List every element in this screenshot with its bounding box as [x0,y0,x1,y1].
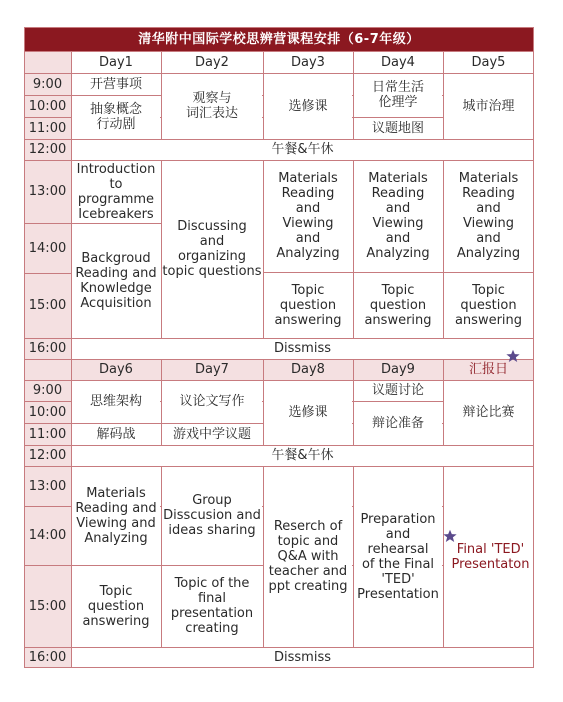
time-label: 16:00 [28,341,67,356]
time-label: 13:00 [28,184,67,199]
day-header: Day8 [291,362,325,377]
final-presentation-cell: Final 'TED' Presentaton [451,541,530,572]
time-label: 13:00 [28,478,67,494]
session-cell: Topic question answering [274,282,342,328]
session-cell: Materials Reading and Viewing and Analyzing [75,485,157,546]
day-header: Day1 [99,54,133,70]
time-label: 11:00 [28,120,67,136]
session-cell: Topic question answering [82,583,150,629]
session-cell: 解码战 [96,426,136,442]
time-label: 16:00 [28,650,67,665]
session-cell: 议论文写作 [179,394,245,409]
star-icon [506,349,520,363]
session-cell: 抽象概念 行动剧 [89,102,142,132]
session-cell: 辩论比赛 [462,405,515,420]
day-header: Day9 [381,362,415,377]
dismiss-row: Dissmiss [274,650,331,665]
time-label: 14:00 [28,528,67,543]
time-label: 9:00 [32,383,63,398]
session-cell: Materials Reading and Viewing and Analyzing [276,171,340,261]
dismiss-row: Dissmiss [274,341,331,356]
lunch-break: 午餐&午休 [271,448,334,463]
day-header: Day2 [195,54,229,70]
session-cell: Materials Reading and Viewing and Analyzing [366,171,430,261]
session-cell: 开营事项 [89,76,142,92]
session-cell: 选修课 [288,98,328,114]
session-cell: Materials Reading and Viewing and Analyzing [456,171,521,261]
time-label: 10:00 [28,98,67,114]
day-header: Day4 [381,54,415,70]
day-header: Day5 [471,54,506,70]
time-label: 10:00 [28,404,67,420]
day-header: Day6 [99,362,133,377]
session-cell: Backgroud Reading and Knowledge Acquisition [75,250,157,311]
session-cell: Introduction to programme Icebreakers [76,161,156,222]
lunch-break: 午餐&午休 [271,142,334,157]
time-label: 14:00 [28,240,67,256]
day-header: Day3 [291,54,325,70]
session-cell: Topic question answering [364,282,432,328]
schedule-title: 清华附中国际学校思辨营课程安排（6-7年级） [138,31,420,47]
time-label: 11:00 [28,426,67,442]
time-label: 15:00 [28,298,67,313]
session-cell: 议题讨论 [371,383,424,398]
session-cell: Discussing and organizing topic questions [162,219,262,279]
time-label: 12:00 [28,448,67,463]
session-cell: Topic of the final presentation creating [170,576,254,636]
session-cell: 选修课 [288,405,328,420]
session-cell: 观察与 词汇表达 [185,91,238,121]
session-cell: Group Disscusion and ideas sharing [163,493,261,538]
session-cell: Reserch of topic and Q&A with teacher and ppt creating [268,519,348,594]
session-cell: Topic question answering [454,282,523,328]
report-day-header: 汇报日 [468,362,508,377]
session-cell: 思维架构 [89,394,142,409]
time-label: 12:00 [28,142,67,157]
time-label: 15:00 [28,598,67,614]
day-header: Day7 [195,362,229,377]
session-cell: 议题地图 [371,120,424,136]
session-cell: 日常生活 伦理学 [371,80,424,110]
schedule-table [24,27,534,668]
star-icon [443,529,457,543]
session-cell: 游戏中学议题 [172,426,251,442]
session-cell: 辩论准备 [371,415,424,431]
session-cell: Preparation and rehearsal of the Final 'TED' Presentation [357,511,439,602]
time-label: 9:00 [32,76,63,92]
session-cell: 城市治理 [462,98,515,114]
